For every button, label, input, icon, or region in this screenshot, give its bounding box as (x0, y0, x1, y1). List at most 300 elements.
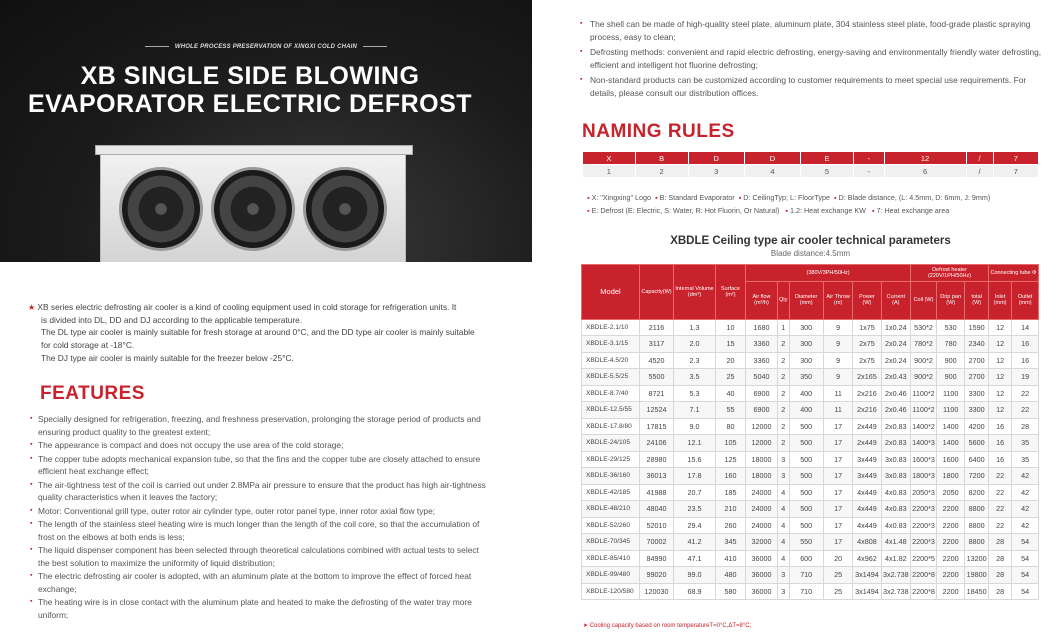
model-cell: XBDLE-17.8/80 (582, 418, 640, 435)
table-cell: 3360 (746, 352, 778, 369)
table-cell: 3x1494 (853, 567, 881, 584)
table-cell: 5.3 (674, 385, 716, 402)
table-cell: 3117 (640, 336, 674, 353)
table-cell: 22 (1012, 402, 1039, 419)
table-row (582, 484, 1039, 501)
table-cell: 22 (988, 517, 1011, 534)
table-cell: 17 (823, 484, 853, 501)
table-cell: 84990 (640, 550, 674, 567)
table-cell: 48040 (640, 501, 674, 518)
header-qty: Qty (777, 281, 789, 319)
table-cell: 2x75 (853, 336, 881, 353)
table-cell: 4 (777, 501, 789, 518)
table-cell: 2 (777, 369, 789, 386)
naming-num: 4 (744, 165, 800, 178)
table-cell: 3300 (965, 402, 988, 419)
table-cell: 2200*8 (911, 583, 937, 600)
fan-icon (119, 167, 203, 251)
table-cell: 120030 (640, 583, 674, 600)
table-cell: 17 (823, 517, 853, 534)
header-outlet: Outlet (mm) (1012, 281, 1039, 319)
naming-num: 2 (635, 165, 688, 178)
table-cell: 1100*2 (911, 402, 937, 419)
table-cell: 20 (823, 550, 853, 567)
table-cell: 160 (716, 468, 746, 485)
table-cell: 42 (1012, 468, 1039, 485)
header-model: Model (582, 265, 640, 320)
table-cell: 22 (988, 484, 1011, 501)
table-cell: 12000 (746, 418, 778, 435)
features-list (30, 413, 492, 622)
table-cell: 20.7 (674, 484, 716, 501)
table-cell: 5040 (746, 369, 778, 386)
table-cell: 4 (777, 534, 789, 551)
table-cell: 1800*3 (911, 468, 937, 485)
table-cell: 11 (823, 402, 853, 419)
table-cell: 5600 (965, 435, 988, 452)
table-cell: 2x0.43 (881, 369, 911, 386)
table-row (582, 517, 1039, 534)
table-cell: 14 (1012, 319, 1039, 336)
table-cell: 2340 (965, 336, 988, 353)
table-cell: 18000 (746, 451, 778, 468)
table-cell: 17815 (640, 418, 674, 435)
table-cell: 22 (988, 468, 1011, 485)
table-cell: 900 (936, 369, 965, 386)
table-cell: 3x2.738 (881, 567, 911, 584)
table-cell: 12 (988, 352, 1011, 369)
params-table (581, 264, 1039, 600)
header-volume: Internal Volume (dm³) (674, 265, 716, 320)
model-cell: XBDLE-24/105 (582, 435, 640, 452)
fan-icon (303, 167, 387, 251)
table-cell: 2200*3 (911, 501, 937, 518)
table-cell: 2x165 (853, 369, 881, 386)
intro-line5: The DJ type air cooler is mainly suitable for the freezer below -25°C. (41, 353, 294, 363)
table-cell: 12000 (746, 435, 778, 452)
table-cell: 68.9 (674, 583, 716, 600)
table-cell: 36013 (640, 468, 674, 485)
model-cell: XBDLE-36/160 (582, 468, 640, 485)
table-cell: 6900 (746, 402, 778, 419)
table-cell: 2200 (936, 567, 965, 584)
table-cell: 300 (789, 336, 823, 353)
header-current: Current (A) (881, 281, 911, 319)
table-cell: 9 (823, 319, 853, 336)
model-cell: XBDLE-48/210 (582, 501, 640, 518)
model-cell: XBDLE-120/580 (582, 583, 640, 600)
shell-item: ▪ The shell can be made of high-quality steel plate, aluminum plate, 304 stainless steel plate, food-grade plastic spraying process, easy to clean; (580, 18, 1050, 43)
table-cell: 1400*3 (911, 435, 937, 452)
table-cell: 3x449 (853, 468, 881, 485)
table-cell: 17.8 (674, 468, 716, 485)
naming-code: 7 (993, 152, 1038, 165)
feature-item: ▪ The length of the stainless steel heating wire is much longer than the length of the coil core, so that the accumulation of frost on the elbows at both ends is less; (30, 518, 492, 543)
table-cell: 17 (823, 435, 853, 452)
naming-num: 7 (993, 165, 1038, 178)
table-cell: 12524 (640, 402, 674, 419)
table-cell: 2050*3 (911, 484, 937, 501)
header-fan-group: (380V/3PH/50Hz) (746, 265, 911, 282)
naming-legend-2: ▪ E: Defrost (E: Electric, S: Water, R: Hot Fluorin, Or Natural) ▪ 1.2: Heat exchange KW ▪ 7: Heat exchange area (587, 206, 950, 215)
table-cell: 15 (716, 336, 746, 353)
header-conn-group: Connecting tube Φ (988, 265, 1038, 282)
table-cell: 300 (789, 319, 823, 336)
table-cell: 28 (988, 567, 1011, 584)
table-cell: 42 (1012, 517, 1039, 534)
table-cell: 2x0.83 (881, 418, 911, 435)
header-surface: Surface (m²) (716, 265, 746, 320)
table-cell: 1100 (936, 385, 965, 402)
table-cell: 1600*3 (911, 451, 937, 468)
table-cell: 6900 (746, 385, 778, 402)
feature-item: ▪ The electric defrosting air cooler is adopted, with an aluminum plate at the bottom to improve the effect of forced heat exchange; (30, 570, 492, 595)
features-heading: FEATURES (40, 383, 145, 404)
table-cell: 185 (716, 484, 746, 501)
table-row (582, 418, 1039, 435)
table-cell: 3360 (746, 336, 778, 353)
table-cell: 3 (777, 567, 789, 584)
table-row (582, 583, 1039, 600)
table-cell: 900*2 (911, 369, 937, 386)
table-row (582, 550, 1039, 567)
hero-title-line1: XB SINGLE SIDE BLOWING (80, 62, 420, 90)
table-cell: 3x0.83 (881, 468, 911, 485)
model-cell: XBDLE-8.7/40 (582, 385, 640, 402)
table-cell: 2700 (965, 369, 988, 386)
table-cell: 28 (988, 534, 1011, 551)
model-cell: XBDLE-2.1/10 (582, 319, 640, 336)
table-cell: 4x1.48 (881, 534, 911, 551)
table-cell: 70002 (640, 534, 674, 551)
naming-code: 12 (884, 152, 966, 165)
shell-item: ▪ Non-standard products can be customized according to customer requirements to meet special use requirements. For details, please consult our distribution offices. (580, 74, 1050, 99)
table-cell: 19800 (965, 567, 988, 584)
model-cell: XBDLE-3.1/15 (582, 336, 640, 353)
table-cell: 900 (936, 352, 965, 369)
table-row (582, 369, 1039, 386)
intro-line2: is divided into DL, DD and DJ according to the applicable temperature. (41, 315, 303, 325)
table-cell: 2 (777, 385, 789, 402)
table-cell: 2200 (936, 550, 965, 567)
table-cell: 580 (716, 583, 746, 600)
feature-item: ▪ The air-tightness test of the coil is carried out under 2.8MPa air pressure to ensure that the product has high air-tightness quality characteristics when it leaves the factory; (30, 479, 492, 504)
table-row (582, 435, 1039, 452)
header-coil: Coil (W) (911, 281, 937, 319)
table-cell: 300 (789, 352, 823, 369)
table-cell: 24000 (746, 517, 778, 534)
table-cell: 1.3 (674, 319, 716, 336)
feature-item: ▪ The heating wire is in close contact with the aluminum plate and heated to make the defrosting of the water tray more uniform; (30, 596, 492, 621)
table-cell: 1680 (746, 319, 778, 336)
star-icon: ★ (28, 303, 38, 312)
table-cell: 4x962 (853, 550, 881, 567)
table-cell: 35 (1012, 451, 1039, 468)
table-cell: 3.5 (674, 369, 716, 386)
table-cell: 2200 (936, 501, 965, 518)
table-cell: 550 (789, 534, 823, 551)
table-cell: 24000 (746, 501, 778, 518)
naming-num: 1 (583, 165, 636, 178)
header-drip: Drip pan (W) (936, 281, 965, 319)
table-cell: 500 (789, 517, 823, 534)
table-cell: 3300 (965, 385, 988, 402)
naming-code: X (583, 152, 636, 165)
table-cell: 2200 (936, 534, 965, 551)
table-cell: 12 (988, 385, 1011, 402)
shell-item: ▪ Defrosting methods: convenient and rapid electric defrosting, energy-saving and environmentally friendly water defrosting, efficient and intelligent hot fluorine defrosting; (580, 46, 1050, 71)
header-throw: Air Throw (m) (823, 281, 853, 319)
feature-item: ▪ Motor: Conventional grill type, outer rotor air cylinder type, outer rotor panel type, inner rotor axial flow type; (30, 505, 492, 518)
table-cell: 4x449 (853, 501, 881, 518)
header-defrost-group: Defrost heater (220V/1PH/50Hz) (911, 265, 989, 282)
table-row (582, 385, 1039, 402)
table-cell: 9 (823, 336, 853, 353)
table-cell: 530*2 (911, 319, 937, 336)
table-row (582, 402, 1039, 419)
table-cell: 16 (988, 418, 1011, 435)
table-cell: 28 (1012, 418, 1039, 435)
table-cell: 99.0 (674, 567, 716, 584)
table-cell: 16 (1012, 336, 1039, 353)
table-cell: 36000 (746, 567, 778, 584)
header-power: Power (W) (853, 281, 881, 319)
table-cell: 2x449 (853, 418, 881, 435)
table-cell: 500 (789, 435, 823, 452)
model-cell: XBDLE-70/345 (582, 534, 640, 551)
table-cell: 410 (716, 550, 746, 567)
feature-item: ▪ The appearance is compact and does not occupy the use area of the cold storage; (30, 439, 492, 452)
table-cell: 1100*2 (911, 385, 937, 402)
table-cell: 3 (777, 451, 789, 468)
intro-line3: The DL type air cooler is mainly suitable for fresh storage at around 0°C, and the DD type air cooler is mainly suitable (41, 327, 475, 337)
table-cell: 11 (823, 385, 853, 402)
model-cell: XBDLE-85/410 (582, 550, 640, 567)
table-cell: 2x216 (853, 385, 881, 402)
table-cell: 2200*5 (911, 550, 937, 567)
table-cell: 22 (1012, 385, 1039, 402)
model-cell: XBDLE-99/480 (582, 567, 640, 584)
table-cell: 3 (777, 583, 789, 600)
table-cell: 80 (716, 418, 746, 435)
naming-num: 6 (884, 165, 966, 178)
table-cell: 2 (777, 418, 789, 435)
table-cell: 28980 (640, 451, 674, 468)
table-cell: 15.6 (674, 451, 716, 468)
table-cell: 1x75 (853, 319, 881, 336)
table-cell: 17 (823, 501, 853, 518)
table-cell: 1 (777, 319, 789, 336)
table-cell: 8800 (965, 517, 988, 534)
naming-code: D (688, 152, 744, 165)
table-cell: 12.1 (674, 435, 716, 452)
table-cell: 12 (988, 369, 1011, 386)
table-cell: 2 (777, 402, 789, 419)
table-cell: 9 (823, 352, 853, 369)
table-cell: 2.3 (674, 352, 716, 369)
table-cell: 2200*8 (911, 567, 937, 584)
table-cell: 480 (716, 567, 746, 584)
table-cell: 900*2 (911, 352, 937, 369)
table-cell: 9.0 (674, 418, 716, 435)
model-cell: XBDLE-12.5/55 (582, 402, 640, 419)
header-airflow: Air flow (m³/h) (746, 281, 778, 319)
model-cell: XBDLE-42/185 (582, 484, 640, 501)
table-cell: 2x0.24 (881, 336, 911, 353)
table-cell: 42 (1012, 484, 1039, 501)
table-cell: 125 (716, 451, 746, 468)
table-row (582, 336, 1039, 353)
table-cell: 350 (789, 369, 823, 386)
table-cell: 17 (823, 534, 853, 551)
header-inlet: Inlet (mm) (988, 281, 1011, 319)
table-cell: 4x0.83 (881, 501, 911, 518)
table-cell: 1400 (936, 435, 965, 452)
table-cell: 54 (1012, 534, 1039, 551)
naming-code: B (635, 152, 688, 165)
naming-table (582, 151, 1039, 178)
table-cell: 2050 (936, 484, 965, 501)
table-cell: 2200*3 (911, 534, 937, 551)
table-cell: 4x0.83 (881, 484, 911, 501)
table-cell: 4x0.83 (881, 517, 911, 534)
table-cell: 22 (988, 501, 1011, 518)
table-cell: 500 (789, 484, 823, 501)
table-cell: 40 (716, 385, 746, 402)
table-cell: 32000 (746, 534, 778, 551)
table-cell: 4x449 (853, 517, 881, 534)
naming-num: 3 (688, 165, 744, 178)
table-cell: 41988 (640, 484, 674, 501)
table-cell: 19 (1012, 369, 1039, 386)
table-cell: 4200 (965, 418, 988, 435)
table-cell: 1400 (936, 418, 965, 435)
header-diameter: Diameter (mm) (789, 281, 823, 319)
table-cell: 4520 (640, 352, 674, 369)
table-cell: 710 (789, 583, 823, 600)
table-cell: 35 (1012, 435, 1039, 452)
table-cell: 2.0 (674, 336, 716, 353)
table-cell: 18450 (965, 583, 988, 600)
table-cell: 7200 (965, 468, 988, 485)
table-cell: 4 (777, 484, 789, 501)
naming-code-row (583, 152, 1039, 165)
table-cell: 780 (936, 336, 965, 353)
table-cell: 23.5 (674, 501, 716, 518)
table-cell: 4x1.82 (881, 550, 911, 567)
table-cell: 500 (789, 468, 823, 485)
table-cell: 4 (777, 550, 789, 567)
table-cell: 105 (716, 435, 746, 452)
table-row (582, 352, 1039, 369)
table-cell: 2x449 (853, 435, 881, 452)
model-cell: XBDLE-4.5/20 (582, 352, 640, 369)
table-cell: 210 (716, 501, 746, 518)
arrow-icon: ➤ (583, 623, 589, 629)
table-cell: 47.1 (674, 550, 716, 567)
table-cell: 345 (716, 534, 746, 551)
table-cell: 52010 (640, 517, 674, 534)
feature-item: ▪ The liquid dispenser component has been selected through theoretical calculations combined with actual tests to select the best solution to maximize the uniformity of liquid distribution; (30, 544, 492, 569)
table-cell: 99020 (640, 567, 674, 584)
table-cell: 20 (716, 352, 746, 369)
table-cell: 18000 (746, 468, 778, 485)
table-cell: 4x449 (853, 484, 881, 501)
table-cell: 16 (1012, 352, 1039, 369)
naming-legend-1: ▪ X: "Xingxing" Logo ▪ B: Standard Evaporator ▪ D: CeilingTyp; L: FloorType ▪ D: Blade distance, (L: 4.5mm, D: 6mm, J: 9mm) (587, 193, 991, 202)
table-cell: 2x75 (853, 352, 881, 369)
table-cell: 2200 (936, 517, 965, 534)
table-cell: 13200 (965, 550, 988, 567)
table-cell: 17 (823, 418, 853, 435)
table-cell: 1800 (936, 468, 965, 485)
table-cell: 780*2 (911, 336, 937, 353)
table-row (582, 501, 1039, 518)
table-cell: 8200 (965, 484, 988, 501)
hero-banner (0, 0, 532, 262)
table-cell: 55 (716, 402, 746, 419)
naming-num: - (853, 165, 884, 178)
table-cell: 54 (1012, 550, 1039, 567)
table-cell: 25 (823, 567, 853, 584)
table-cell: 12 (988, 336, 1011, 353)
model-cell: XBDLE-5.5/25 (582, 369, 640, 386)
table-cell: 3x2.738 (881, 583, 911, 600)
naming-heading: NAMING RULES (582, 121, 735, 142)
table-cell: 24106 (640, 435, 674, 452)
table-cell: 1400*2 (911, 418, 937, 435)
table-cell: 24000 (746, 484, 778, 501)
table-cell: 2 (777, 435, 789, 452)
intro-line1: ★ XB series electric defrosting air cooler is a kind of cooling equipment used in cold storage for refrigeration units. It (28, 302, 457, 312)
table-row (582, 567, 1039, 584)
feature-item: ▪ The copper tube adopts mechanical expansion tube, so that the fins and the copper tube are closely attached to ensure efficient heat exchange effect; (30, 453, 492, 478)
table-cell: 36000 (746, 583, 778, 600)
table-cell: 2x216 (853, 402, 881, 419)
shell-list (580, 18, 1050, 102)
intro-line4: for cold storage at -18°C. (41, 340, 135, 350)
table-cell: 36000 (746, 550, 778, 567)
table-cell: 3x1494 (853, 583, 881, 600)
params-footnote: ➤ Cooling capacity based on room temperatureT=0°C,ΔT=8°C; (583, 623, 752, 629)
table-cell: 2x0.24 (881, 352, 911, 369)
table-cell: 2200*3 (911, 517, 937, 534)
table-cell: 25 (823, 583, 853, 600)
table-cell: 2x0.46 (881, 402, 911, 419)
naming-code: E (801, 152, 854, 165)
table-cell: 28 (988, 550, 1011, 567)
hero-title-line2: EVAPORATOR ELECTRIC DEFROST (27, 90, 473, 118)
table-cell: 41.2 (674, 534, 716, 551)
table-cell: 8800 (965, 534, 988, 551)
hero-tag: WHOLE PROCESS PRESERVATION OF XINGXI COLD CHAIN (0, 44, 532, 50)
table-cell: 12 (988, 319, 1011, 336)
table-cell: 8721 (640, 385, 674, 402)
table-cell: 7.1 (674, 402, 716, 419)
model-cell: XBDLE-52/260 (582, 517, 640, 534)
table-cell: 500 (789, 451, 823, 468)
table-cell: 6400 (965, 451, 988, 468)
evaporator-image (100, 150, 406, 262)
table-cell: 8800 (965, 501, 988, 518)
table-cell: 2x0.83 (881, 435, 911, 452)
table-cell: 2116 (640, 319, 674, 336)
table-cell: 600 (789, 550, 823, 567)
table-row (582, 534, 1039, 551)
table-cell: 500 (789, 501, 823, 518)
table-cell: 12 (988, 402, 1011, 419)
table-cell: 530 (936, 319, 965, 336)
